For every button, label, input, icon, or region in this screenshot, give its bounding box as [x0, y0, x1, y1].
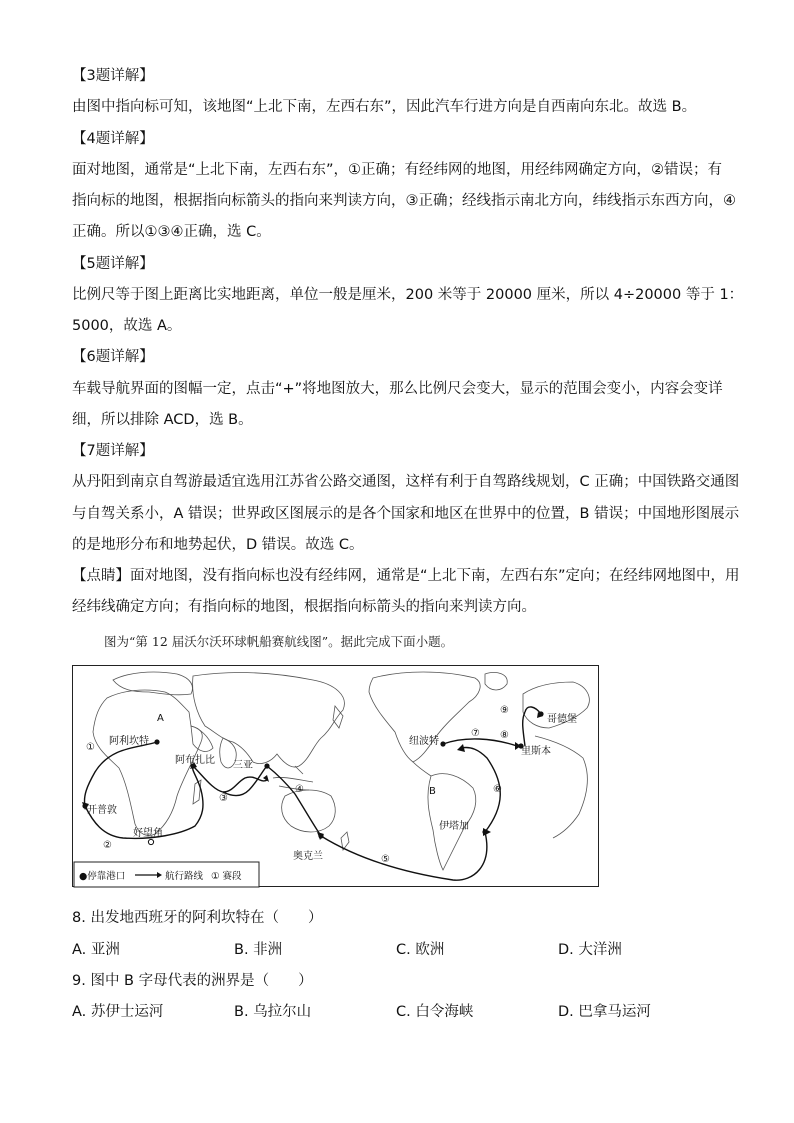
leg-label-9: ⑨: [500, 705, 509, 716]
analysis-line: 指向标的地图，根据指向标箭头的指向来判读方向，③正确；经线指示南北方向，纬线指示东西方向，④: [72, 193, 736, 209]
option-d[interactable]: D. 巴拿马运河: [558, 1004, 651, 1020]
analysis-line: 比例尺等于图上距离比实地距离，单位一般是厘米，200 米等于 20000 厘米，所以 4÷20000 等于 1：: [72, 287, 744, 303]
analysis-line: 的是地形分布和地势起伏，D 错误。故选 C。: [72, 537, 364, 553]
japan-outline: [333, 706, 343, 728]
legend-route: 航行路线: [165, 871, 204, 882]
port-dot-itajai: [482, 829, 487, 834]
leg-label-8: ⑧: [500, 730, 509, 741]
figure-caption: 图为“第 12 届沃尔沃环球帆船赛航线图”。据此完成下面小题。: [104, 634, 454, 649]
central-america-outline: [413, 762, 431, 776]
heading-q6: 【6题详解】: [72, 349, 154, 365]
leg-label-7: ⑦: [471, 728, 480, 739]
port-label-lisbon: 里斯本: [521, 746, 551, 757]
port-label-abudhabi: 阿布扎比: [175, 755, 215, 766]
letter-b-label: B: [429, 786, 436, 797]
analysis-line: 5000，故选 A。: [72, 318, 182, 334]
letter-a-label: A: [157, 713, 164, 724]
option-d[interactable]: D. 大洋洲: [558, 942, 622, 958]
route-leg-5: [321, 832, 487, 880]
port-label-goodhope: 好望角: [133, 828, 163, 839]
question-stem: 8. 出发地西班牙的阿利坎特在（ ）: [72, 910, 323, 926]
analysis-line: 面对地图，通常是“上北下南，左西右东”，①正确；有经纬网的地图，用经纬网确定方向，②错误；有: [72, 162, 723, 178]
route-leg-3: [193, 766, 267, 792]
port-label-sanya: 三亚: [233, 760, 253, 771]
heading-q3: 【3题详解】: [72, 68, 154, 84]
analysis-line: 细，所以排除 ACD，选 B。: [72, 412, 253, 428]
option-a[interactable]: A. 苏伊士运河: [72, 1004, 164, 1020]
europe-outline: [113, 672, 192, 695]
continent-outlines: [93, 672, 589, 870]
port-dot-sanya: [264, 763, 269, 768]
analysis-line: 由图中指向标可知，该地图“上北下南，左西右东”，因此汽车行进方向是自西南向东北。故选 B。: [72, 99, 697, 115]
route-leg-8: [523, 712, 525, 746]
port-label-alicante: 阿利坎特: [109, 736, 149, 747]
leg-label-4: ④: [295, 784, 304, 795]
analysis-line: 从丹阳到南京自驾游最适宜选用江苏省公路交通图，这样有利于自驾路线规划，C 正确；中国铁路交通图: [72, 474, 740, 490]
leg-label-6: ⑥: [493, 784, 502, 795]
analysis-line: 正确。所以①③④正确，选 C。: [72, 224, 271, 240]
heading-q5: 【5题详解】: [72, 256, 154, 272]
leg-label-1: ①: [86, 742, 95, 753]
madagascar-outline: [193, 780, 201, 804]
asia-outline: [193, 673, 345, 768]
heading-q4: 【4题详解】: [72, 131, 154, 147]
arrowhead: [457, 744, 465, 752]
heading-q7: 【7题详解】: [72, 443, 154, 459]
australia-outline: [282, 790, 336, 832]
world-map: [73, 666, 600, 888]
option-a[interactable]: A. 亚洲: [72, 942, 120, 958]
option-c[interactable]: C. 欧洲: [396, 942, 445, 958]
port-label-gothenburg: 哥德堡: [547, 714, 577, 725]
port-label-itajai: 伊塔加: [439, 821, 469, 832]
tip-line: 经纬线确定方向；有指向标的地图，根据指向标箭头的指向来判读方向。: [72, 599, 536, 615]
analysis-line: 车载导航界面的图幅一定，点击“+”将地图放大，那么比例尺会变大，显示的范围会变小，内容会变详: [72, 381, 723, 397]
indonesia-outline: [273, 766, 313, 790]
leg-label-2: ②: [103, 840, 112, 851]
analysis-line: 与自驾关系小，A 错误；世界政区图展示的是各个国家和地区在世界中的位置，B 错误；中国地形图展示: [72, 506, 740, 522]
option-b[interactable]: B. 非洲: [234, 942, 283, 958]
route-map-figure: [72, 665, 599, 887]
port-label-auckland: 奥克兰: [293, 851, 323, 862]
legend-leg: ① 赛段: [211, 871, 242, 882]
question-stem: 9. 图中 B 字母代表的洲界是（ ）: [72, 973, 313, 989]
leg-label-5: ⑤: [381, 854, 390, 865]
map-legend: [74, 862, 259, 887]
tip-line: 【点睛】面对地图，没有指向标也没有经纬网，通常是“上北下南，左西右东”定向；在经纬网地图中，用: [72, 568, 740, 584]
option-c[interactable]: C. 白令海峡: [396, 1004, 474, 1020]
option-b[interactable]: B. 乌拉尔山: [234, 1004, 312, 1020]
greenland-outline: [485, 672, 507, 690]
goodhope-marker: [148, 839, 153, 844]
port-label-newport: 纽波特: [409, 736, 439, 747]
route-leg-1: [84, 742, 157, 806]
legend-port: ●停靠港口: [79, 871, 126, 882]
port-dot-newport: [440, 741, 445, 746]
leg-label-3: ③: [219, 793, 228, 804]
port-dot-alicante: [154, 739, 159, 744]
route-leg-4: [267, 766, 321, 836]
port-label-capetown: 开普敦: [87, 805, 117, 816]
port-dot-auckland: [318, 833, 323, 838]
port-dot-gothenburg: [538, 711, 543, 716]
